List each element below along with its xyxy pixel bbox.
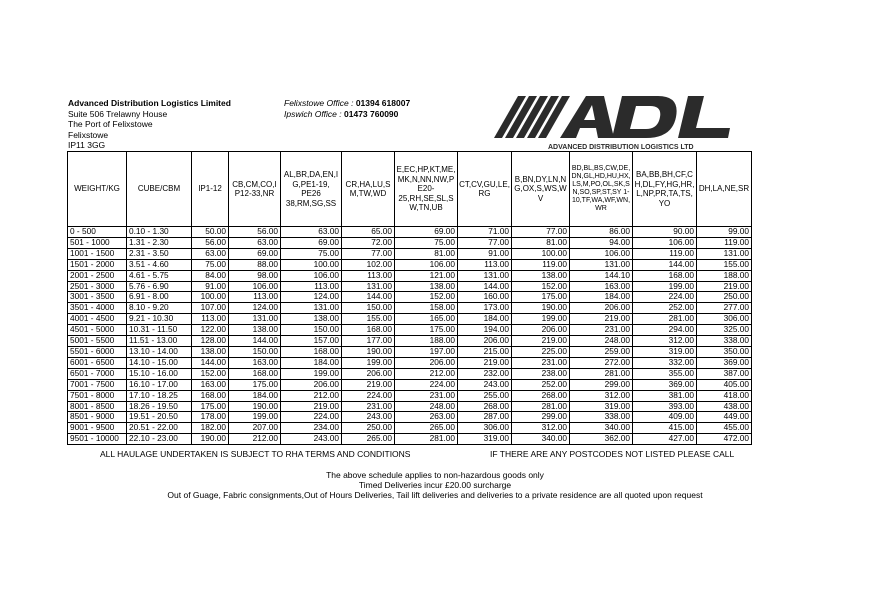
- rate-cell: 212.00: [281, 390, 342, 401]
- table-row: [68, 292, 752, 303]
- rate-cell: 225.00: [512, 346, 570, 357]
- rate-cell: 199.00: [281, 368, 342, 379]
- header-zone: CB,CM,CO,IP12-33,NR: [229, 152, 281, 227]
- rate-cell: 294.00: [633, 325, 697, 336]
- company-name: Advanced Distribution Logistics Limited: [68, 98, 231, 108]
- rate-cell: 332.00: [633, 357, 697, 368]
- rate-cell: 155.00: [697, 259, 752, 270]
- cube-cell: 22.10 - 23.00: [127, 434, 192, 445]
- rate-cell: 168.00: [342, 325, 395, 336]
- rate-cell: 175.00: [395, 325, 458, 336]
- rate-cell: 138.00: [229, 325, 281, 336]
- rha-terms-note: ALL HAULAGE UNDERTAKEN IS SUBJECT TO RHA TERMS AND CONDITIONS: [100, 449, 411, 459]
- rate-cell: 224.00: [281, 412, 342, 423]
- rate-cell: 99.00: [697, 227, 752, 238]
- rate-cell: 138.00: [395, 281, 458, 292]
- rate-cell: 113.00: [342, 270, 395, 281]
- logo-tagline: ADVANCED DISTRIBUTION LOGISTICS LTD: [548, 144, 694, 151]
- weight-cell: 7001 - 7500: [68, 379, 127, 390]
- rate-cell: 150.00: [342, 303, 395, 314]
- rate-cell: 355.00: [633, 368, 697, 379]
- rate-cell: 138.00: [512, 270, 570, 281]
- rate-cell: 122.00: [192, 325, 229, 336]
- rate-cell: 199.00: [229, 412, 281, 423]
- office-label: Felixstowe Office :: [284, 98, 354, 108]
- rate-cell: 102.00: [342, 259, 395, 270]
- weight-cell: 4001 - 4500: [68, 314, 127, 325]
- weight-cell: 6001 - 6500: [68, 357, 127, 368]
- rate-cell: 75.00: [192, 259, 229, 270]
- rate-cell: 150.00: [229, 346, 281, 357]
- rate-cell: 231.00: [395, 390, 458, 401]
- rate-cell: 131.00: [281, 303, 342, 314]
- rate-cell: 128.00: [192, 336, 229, 347]
- rate-cell: 265.00: [395, 423, 458, 434]
- rate-cell: 184.00: [281, 357, 342, 368]
- rate-cell: 69.00: [395, 227, 458, 238]
- rate-cell: 194.00: [458, 325, 512, 336]
- company-address-block: [68, 98, 231, 151]
- rate-cell: 131.00: [570, 259, 633, 270]
- rate-cell: 199.00: [633, 281, 697, 292]
- rate-cell: 259.00: [570, 346, 633, 357]
- rate-cell: 238.00: [512, 368, 570, 379]
- rate-cell: 369.00: [697, 357, 752, 368]
- rate-cell: 100.00: [512, 248, 570, 259]
- cube-cell: 9.21 - 10.30: [127, 314, 192, 325]
- rate-cell: 206.00: [458, 336, 512, 347]
- rate-cell: 190.00: [192, 434, 229, 445]
- rate-cell: 427.00: [633, 434, 697, 445]
- cube-cell: 14.10 - 15.00: [127, 357, 192, 368]
- rate-cell: 263.00: [395, 412, 458, 423]
- rate-cell: 173.00: [458, 303, 512, 314]
- rate-cell: 350.00: [697, 346, 752, 357]
- rate-cell: 106.00: [281, 270, 342, 281]
- cube-cell: 16.10 - 17.00: [127, 379, 192, 390]
- rate-cell: 113.00: [192, 314, 229, 325]
- rate-cell: 98.00: [229, 270, 281, 281]
- rate-cell: 168.00: [229, 368, 281, 379]
- header-zone: AL,BR,DA,EN,IG,PE1-19, PE26 38,RM,SG,SS: [281, 152, 342, 227]
- rate-cell: 177.00: [342, 336, 395, 347]
- cube-cell: 4.61 - 5.75: [127, 270, 192, 281]
- cube-cell: 17.10 - 18.25: [127, 390, 192, 401]
- rate-cell: 106.00: [633, 237, 697, 248]
- rate-cell: 113.00: [458, 259, 512, 270]
- rate-cell: 150.00: [281, 325, 342, 336]
- header-cube: CUBE/CBM: [127, 152, 192, 227]
- rate-cell: 415.00: [633, 423, 697, 434]
- table-row: [68, 390, 752, 401]
- weight-cell: 8501 - 9000: [68, 412, 127, 423]
- rate-cell: 56.00: [192, 237, 229, 248]
- rate-cell: 175.00: [192, 401, 229, 412]
- rate-cell: 219.00: [458, 357, 512, 368]
- rate-cell: 144.00: [458, 281, 512, 292]
- weight-cell: 2501 - 3000: [68, 281, 127, 292]
- rate-cell: 178.00: [192, 412, 229, 423]
- rate-cell: 243.00: [281, 434, 342, 445]
- rate-cell: 168.00: [281, 346, 342, 357]
- rate-cell: 56.00: [229, 227, 281, 238]
- rate-cell: 252.00: [512, 379, 570, 390]
- rate-cell: 215.00: [458, 346, 512, 357]
- cube-cell: 15.10 - 16.00: [127, 368, 192, 379]
- rate-cell: 340.00: [512, 434, 570, 445]
- rate-cell: 287.00: [458, 412, 512, 423]
- rate-cell: 100.00: [192, 292, 229, 303]
- rate-cell: 91.00: [458, 248, 512, 259]
- rate-cell: 65.00: [342, 227, 395, 238]
- rate-cell: 299.00: [570, 379, 633, 390]
- weight-cell: 3501 - 4000: [68, 303, 127, 314]
- table-body: [68, 227, 752, 445]
- weight-cell: 501 - 1000: [68, 237, 127, 248]
- rate-cell: 306.00: [697, 314, 752, 325]
- rate-cell: 338.00: [697, 336, 752, 347]
- rate-cell: 199.00: [512, 314, 570, 325]
- rate-cell: 184.00: [229, 390, 281, 401]
- rate-cell: 206.00: [342, 368, 395, 379]
- rate-cell: 124.00: [229, 303, 281, 314]
- table-row: [68, 227, 752, 238]
- rate-cell: 199.00: [342, 357, 395, 368]
- rate-cell: 100.00: [281, 259, 342, 270]
- rate-cell: 362.00: [570, 434, 633, 445]
- rate-cell: 168.00: [192, 390, 229, 401]
- rate-cell: 381.00: [633, 390, 697, 401]
- rate-cell: 418.00: [697, 390, 752, 401]
- rate-cell: 312.00: [570, 390, 633, 401]
- adl-logo: [490, 92, 752, 152]
- rate-cell: 219.00: [697, 281, 752, 292]
- cube-cell: 20.51 - 22.00: [127, 423, 192, 434]
- rate-cell: 69.00: [281, 237, 342, 248]
- cube-cell: 2.31 - 3.50: [127, 248, 192, 259]
- rate-cell: 90.00: [633, 227, 697, 238]
- rate-cell: 231.00: [342, 401, 395, 412]
- rate-cell: 281.00: [395, 434, 458, 445]
- rate-cell: 455.00: [697, 423, 752, 434]
- rate-cell: 268.00: [512, 390, 570, 401]
- rate-cell: 119.00: [512, 259, 570, 270]
- rate-cell: 312.00: [512, 423, 570, 434]
- table-row: [68, 412, 752, 423]
- rate-cell: 206.00: [570, 303, 633, 314]
- rate-cell: 81.00: [395, 248, 458, 259]
- rate-cell: 88.00: [229, 259, 281, 270]
- cube-cell: 3.51 - 4.60: [127, 259, 192, 270]
- cube-cell: 13.10 - 14.00: [127, 346, 192, 357]
- rate-cell: 319.00: [570, 401, 633, 412]
- rate-cell: 197.00: [395, 346, 458, 357]
- rate-cell: 165.00: [395, 314, 458, 325]
- header-zone: B,BN,DY,LN,NG,OX,S,WS,WV: [512, 152, 570, 227]
- rate-cell: 63.00: [192, 248, 229, 259]
- rate-cell: 86.00: [570, 227, 633, 238]
- cube-cell: 18.26 - 19.50: [127, 401, 192, 412]
- weight-cell: 4501 - 5000: [68, 325, 127, 336]
- rate-cell: 106.00: [395, 259, 458, 270]
- office-phone: 01394 618007: [355, 98, 411, 108]
- cube-cell: 6.91 - 8.00: [127, 292, 192, 303]
- weight-cell: 2001 - 2500: [68, 270, 127, 281]
- rate-cell: 265.00: [342, 434, 395, 445]
- rate-cell: 152.00: [192, 368, 229, 379]
- rate-cell: 144.00: [633, 259, 697, 270]
- rate-cell: 119.00: [697, 237, 752, 248]
- header-weight: WEIGHT/KG: [68, 152, 127, 227]
- rate-cell: 106.00: [229, 281, 281, 292]
- rate-cell: 224.00: [633, 292, 697, 303]
- weight-cell: 5001 - 5500: [68, 336, 127, 347]
- rate-cell: 113.00: [229, 292, 281, 303]
- rate-cell: 175.00: [512, 292, 570, 303]
- rate-cell: 71.00: [458, 227, 512, 238]
- rate-cell: 131.00: [458, 270, 512, 281]
- felixstowe-office: [284, 98, 410, 109]
- rate-cell: 243.00: [342, 412, 395, 423]
- cube-cell: 0.10 - 1.30: [127, 227, 192, 238]
- table-header-row: [68, 152, 752, 227]
- rate-cell: 188.00: [697, 270, 752, 281]
- header-zone: CR,HA,LU,SM,TW,WD: [342, 152, 395, 227]
- rate-cell: 144.00: [229, 336, 281, 347]
- rate-cell: 121.00: [395, 270, 458, 281]
- header-zone: E,EC,HP,KT,ME,MK,N,NN,NW,PE20-25,RH,SE,SL,SW,TN,UB: [395, 152, 458, 227]
- rate-cell: 155.00: [342, 314, 395, 325]
- rate-cell: 281.00: [633, 314, 697, 325]
- table-row: [68, 336, 752, 347]
- rate-cell: 272.00: [570, 357, 633, 368]
- rate-cell: 131.00: [229, 314, 281, 325]
- cube-cell: 1.31 - 2.30: [127, 237, 192, 248]
- header-zone: CT,CV,GU,LE,RG: [458, 152, 512, 227]
- weight-cell: 1001 - 1500: [68, 248, 127, 259]
- postcodes-note: IF THERE ARE ANY POSTCODES NOT LISTED PLEASE CALL: [490, 449, 735, 459]
- rate-cell: 94.00: [570, 237, 633, 248]
- rate-cell: 77.00: [342, 248, 395, 259]
- rate-cell: 77.00: [512, 227, 570, 238]
- rate-cell: 188.00: [395, 336, 458, 347]
- table-row: [68, 423, 752, 434]
- rate-cell: 409.00: [633, 412, 697, 423]
- rate-cell: 75.00: [395, 237, 458, 248]
- address-line: The Port of Felixstowe: [68, 119, 153, 129]
- weight-cell: 1501 - 2000: [68, 259, 127, 270]
- rate-cell: 281.00: [570, 368, 633, 379]
- rate-cell: 231.00: [512, 357, 570, 368]
- rate-cell: 438.00: [697, 401, 752, 412]
- rate-cell: 77.00: [458, 237, 512, 248]
- rate-cell: 340.00: [570, 423, 633, 434]
- rate-cell: 75.00: [281, 248, 342, 259]
- table-row: [68, 379, 752, 390]
- rate-cell: 72.00: [342, 237, 395, 248]
- weight-cell: 9501 - 10000: [68, 434, 127, 445]
- table-row: [68, 281, 752, 292]
- table-row: [68, 237, 752, 248]
- rate-cell: 182.00: [192, 423, 229, 434]
- rate-cell: 224.00: [342, 390, 395, 401]
- rate-cell: 312.00: [633, 336, 697, 347]
- rate-cell: 206.00: [395, 357, 458, 368]
- rate-cell: 338.00: [570, 412, 633, 423]
- rate-cell: 144.00: [192, 357, 229, 368]
- rate-cell: 144.10: [570, 270, 633, 281]
- logo-stripes: [494, 96, 570, 138]
- rate-cell: 158.00: [395, 303, 458, 314]
- rate-cell: 325.00: [697, 325, 752, 336]
- rate-cell: 449.00: [697, 412, 752, 423]
- header-zone: DH,LA,NE,SR: [697, 152, 752, 227]
- rate-cell: 224.00: [395, 379, 458, 390]
- rate-cell: 212.00: [229, 434, 281, 445]
- address-line: Felixstowe: [68, 129, 109, 140]
- rate-cell: 405.00: [697, 379, 752, 390]
- table-row: [68, 401, 752, 412]
- cube-cell: 8.10 - 9.20: [127, 303, 192, 314]
- rate-cell: 393.00: [633, 401, 697, 412]
- table-row: [68, 248, 752, 259]
- ipswich-office: [284, 109, 410, 120]
- rate-cell: 152.00: [395, 292, 458, 303]
- rate-cell: 163.00: [192, 379, 229, 390]
- rate-cell: 190.00: [512, 303, 570, 314]
- cube-cell: 19.51 - 20.50: [127, 412, 192, 423]
- weight-cell: 9001 - 9500: [68, 423, 127, 434]
- rate-cell: 175.00: [229, 379, 281, 390]
- rate-cell: 299.00: [512, 412, 570, 423]
- cube-cell: 10.31 - 11.50: [127, 325, 192, 336]
- rate-cell: 81.00: [512, 237, 570, 248]
- rate-cell: 472.00: [697, 434, 752, 445]
- rate-cell: 106.00: [570, 248, 633, 259]
- weight-cell: 6501 - 7000: [68, 368, 127, 379]
- rate-cell: 63.00: [229, 237, 281, 248]
- header-zone: IP1-12: [192, 152, 229, 227]
- timed-deliveries-note: Timed Deliveries incur £20.00 surcharge: [358, 480, 512, 490]
- header-zone: BA,BB,BH,CF,CH,DL,FY,HG,HR,L,NP,PR,TA,TS,YO: [633, 152, 697, 227]
- rate-cell: 168.00: [633, 270, 697, 281]
- rate-cell: 163.00: [570, 281, 633, 292]
- weight-cell: 7501 - 8000: [68, 390, 127, 401]
- rate-cell: 138.00: [192, 346, 229, 357]
- table-row: [68, 314, 752, 325]
- schedule-note: The above schedule applies to non-hazardous goods only: [326, 470, 544, 480]
- rate-cell: 231.00: [570, 325, 633, 336]
- rate-cell: 113.00: [281, 281, 342, 292]
- rate-cell: 69.00: [229, 248, 281, 259]
- rate-cell: 190.00: [342, 346, 395, 357]
- rate-cell: 144.00: [342, 292, 395, 303]
- office-phones: [284, 98, 410, 119]
- office-phone: 01473 760090: [344, 108, 399, 119]
- header-zone: BD,BL,BS,CW,DE,DN,GL,HD,HU,HX,LS,M,PO,OL,SK,SN,SO,SP,ST,SY 1-10,TF,WA,WF,WN,WR: [570, 152, 633, 227]
- table-row: [68, 346, 752, 357]
- weight-cell: 8001 - 8500: [68, 401, 127, 412]
- rate-cell: 163.00: [229, 357, 281, 368]
- cube-cell: 11.51 - 13.00: [127, 336, 192, 347]
- rate-cell: 387.00: [697, 368, 752, 379]
- rate-cell: 184.00: [570, 292, 633, 303]
- rate-cell: 138.00: [281, 314, 342, 325]
- rate-cell: 63.00: [281, 227, 342, 238]
- rate-cell: 152.00: [512, 281, 570, 292]
- rate-cell: 319.00: [458, 434, 512, 445]
- rate-cell: 277.00: [697, 303, 752, 314]
- table-row: [68, 270, 752, 281]
- address-line: Suite 506 Trelawny House: [68, 108, 168, 119]
- rate-cell: 319.00: [633, 346, 697, 357]
- rate-cell: 255.00: [458, 390, 512, 401]
- rate-cell: 190.00: [229, 401, 281, 412]
- rate-cell: 219.00: [342, 379, 395, 390]
- rate-cell: 131.00: [697, 248, 752, 259]
- table-row: [68, 357, 752, 368]
- table-row: [68, 368, 752, 379]
- rate-cell: 250.00: [697, 292, 752, 303]
- logo-letters: [560, 96, 730, 138]
- cube-cell: 5.76 - 6.90: [127, 281, 192, 292]
- rate-cell: 232.00: [458, 368, 512, 379]
- rate-cell: 219.00: [281, 401, 342, 412]
- rate-cell: 124.00: [281, 292, 342, 303]
- weight-cell: 3001 - 3500: [68, 292, 127, 303]
- table-row: [68, 303, 752, 314]
- address-line: IP11 3GG: [68, 140, 106, 150]
- rate-cell: 248.00: [570, 336, 633, 347]
- rates-table: [67, 151, 752, 445]
- rate-cell: 91.00: [192, 281, 229, 292]
- rate-cell: 160.00: [458, 292, 512, 303]
- rate-cell: 268.00: [458, 401, 512, 412]
- rate-cell: 131.00: [342, 281, 395, 292]
- rate-cell: 250.00: [342, 423, 395, 434]
- rate-cell: 184.00: [458, 314, 512, 325]
- table-row: [68, 434, 752, 445]
- rate-cell: 206.00: [281, 379, 342, 390]
- table-row: [68, 259, 752, 270]
- weight-cell: 0 - 500: [68, 227, 127, 238]
- rate-cell: 107.00: [192, 303, 229, 314]
- rate-cell: 84.00: [192, 270, 229, 281]
- rate-cell: 369.00: [633, 379, 697, 390]
- rate-cell: 248.00: [395, 401, 458, 412]
- rate-cell: 281.00: [512, 401, 570, 412]
- rate-cell: 219.00: [570, 314, 633, 325]
- rate-cell: 119.00: [633, 248, 697, 259]
- rate-cell: 219.00: [512, 336, 570, 347]
- rate-cell: 306.00: [458, 423, 512, 434]
- rate-cell: 234.00: [281, 423, 342, 434]
- rate-cell: 252.00: [633, 303, 697, 314]
- office-label: Ipswich Office :: [284, 108, 342, 119]
- weight-cell: 5501 - 6000: [68, 346, 127, 357]
- rate-cell: 206.00: [512, 325, 570, 336]
- rate-cell: 207.00: [229, 423, 281, 434]
- rate-cell: 212.00: [395, 368, 458, 379]
- table-row: [68, 325, 752, 336]
- quoted-upon-request-note: Out of Guage, Fabric consignments,Out of Hours Deliveries, Tail lift deliveries and deliveries to a private residence are all quoted upon request: [167, 490, 703, 500]
- rate-cell: 50.00: [192, 227, 229, 238]
- rate-cell: 157.00: [281, 336, 342, 347]
- rate-cell: 243.00: [458, 379, 512, 390]
